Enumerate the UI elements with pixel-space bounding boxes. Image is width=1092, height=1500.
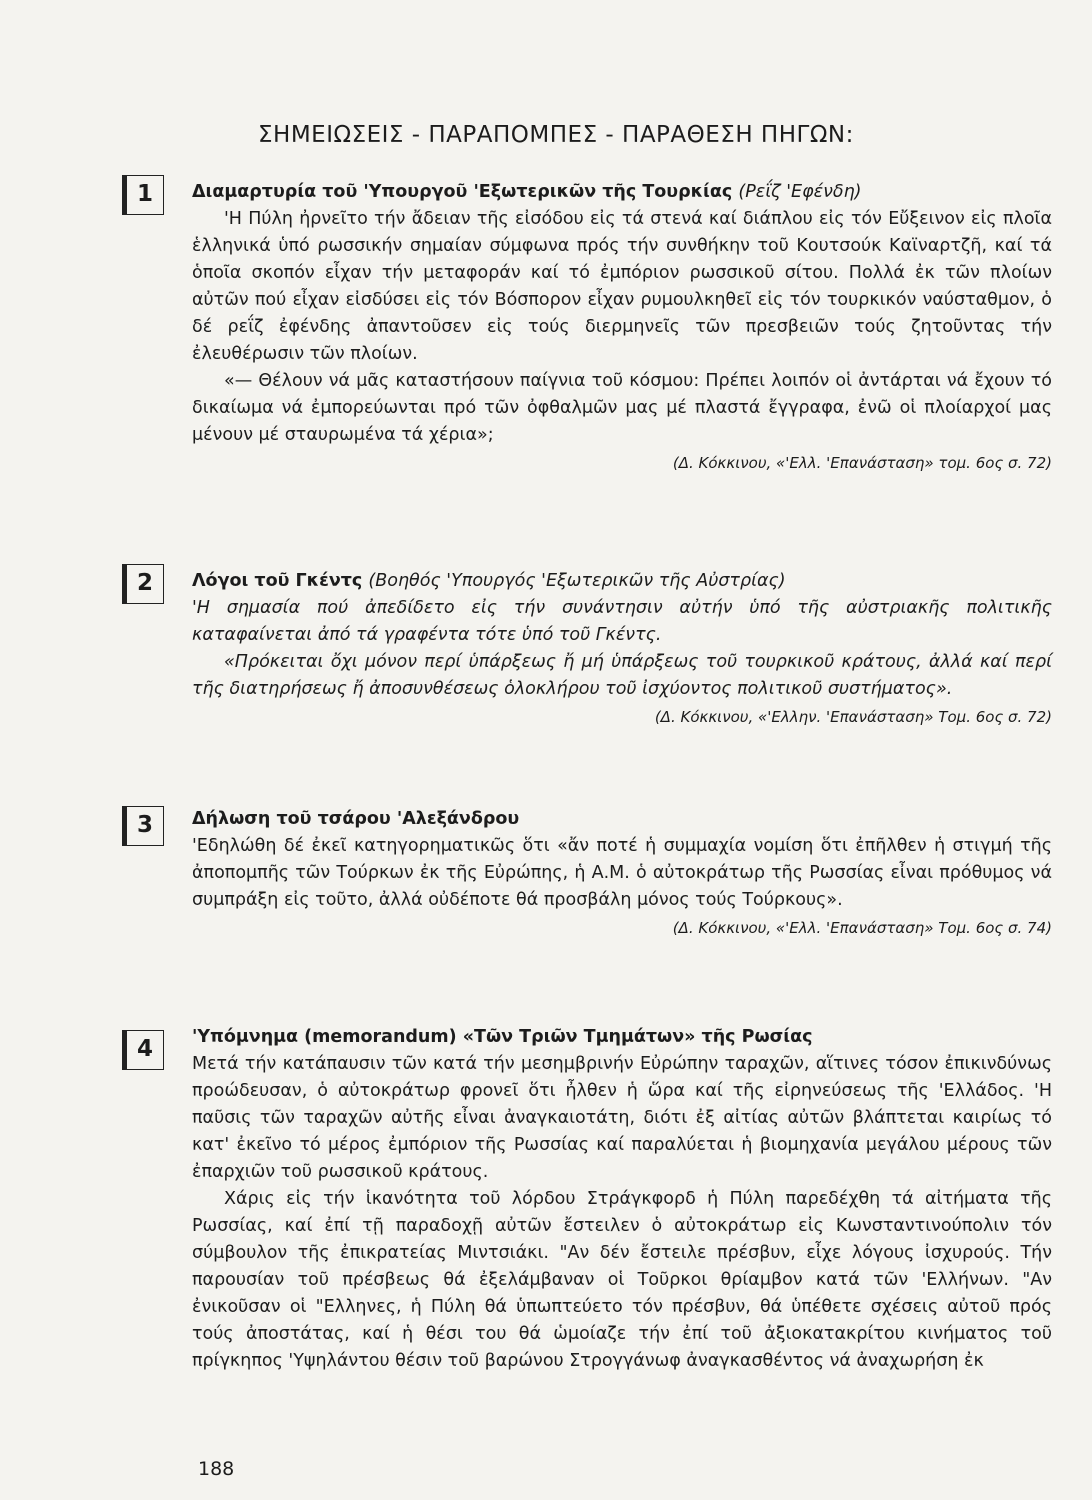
note-heading-bold: Λόγοι τοῦ Γκέντς [192, 571, 363, 591]
note-source: (Δ. Κόκκινου, «'Ελλ. 'Επανάσταση» τομ. 6ος σ. 72) [672, 454, 1052, 472]
note-paragraph: 'Η σημασία πού ἀπεδίδετο εἰς τήν συνάντησιν αὐτήν ὑπό τῆς αὐστριακῆς πολιτικῆς καταφαίνεται ἀπό τά γραφέντα τότε ὑπό τοῦ Γκέντς. [192, 598, 1052, 645]
note-heading-italic: (Βοηθός 'Υπουργός 'Εξωτερικῶν τῆς Αὐστρίας) [368, 571, 786, 591]
note-source: (Δ. Κόκκινου, «'Ελλ. 'Επανάσταση» Τομ. 6ος σ. 74) [672, 919, 1052, 937]
note-paragraph: «Πρόκειται ὄχι μόνον περί ὑπάρξεως ἤ μή ὑπάρξεως τοῦ τουρκικοῦ κράτους, ἀλλά καί περί τῆς διατηρήσεως ἤ ἀποσυνθέσεως ὁλοκλήρου τοῦ ἰσχύοντος πολιτικοῦ συστήματος». [192, 652, 1052, 699]
note-paragraph: Μετά τήν κατάπαυσιν τῶν κατά τήν μεσημβρινήν Εὐρώπην ταραχῶν, αἵτινες τόσον ἐπικινδύνως προώδευσαν, ὁ αὐτοκράτωρ φρονεῖ ὅτι ἦλθεν ἡ ὥρα καί τῆς εἰρηνεύσεως τῆς 'Ελλάδος. 'Η παῦσις τῶν ταραχῶν αὐτῆς εἶναι ἀναγκαιοτάτη, διότι ἐξ αἰτίας αὐτῶν βλάπτεται καιρίως τό κατ' ἐκεῖνο τό μέρος ἐμπόριον τῆς Ρωσσίας καί παραλύεται ἡ βιομηχανία μεγάλου μέρους τῶν ἐπαρχιῶν τοῦ ρωσσικοῦ κράτους. [192, 1054, 1052, 1182]
note-source: (Δ. Κόκκινου, «'Ελλην. 'Επανάσταση» Τομ. 6ος σ. 72) [654, 708, 1052, 726]
note-heading-bold: Διαμαρτυρία τοῦ 'Υπουργοῦ 'Εξωτερικῶν τῆς Τουρκίας [192, 182, 733, 202]
note-number-box: 1 [122, 175, 164, 215]
note-heading-bold: 'Υπόμνημα (memorandum) «Τῶν Τριῶν Τμημάτων» τῆς Ρωσίας [192, 1027, 813, 1047]
note-content [192, 179, 1052, 475]
page-number: 188 [198, 1458, 235, 1480]
note-number-box: 2 [122, 564, 164, 604]
note-content [192, 568, 1052, 729]
note-heading-bold: Δήλωση τοῦ τσάρου 'Αλεξάνδρου [192, 809, 520, 829]
note-number-box: 4 [122, 1030, 164, 1070]
note-heading [192, 568, 1052, 595]
note-heading [192, 806, 1052, 833]
note-heading [192, 1024, 1052, 1051]
page-title: ΣΗΜΕΙΩΣΕΙΣ - ΠΑΡΑΠΟΜΠΕΣ - ΠΑΡΑΘΕΣΗ ΠΗΓΩΝ: [258, 122, 854, 148]
note-paragraph: Χάρις εἰς τήν ἱκανότητα τοῦ λόρδου Στράγκφορδ ἡ Πύλη παρεδέχθη τά αἰτήματα τῆς Ρωσσίας, καί ἐπί τῇ παραδοχῇ αὐτῶν ἔστειλεν ὁ αὐτοκράτωρ εἰς Κωνσταντινούπολιν τόν σύμβουλον τῆς ἐπικρατείας Μιντσιάκι. "Αν δέν ἔστειλε πρέσβυν, εἶχε λόγους ἰσχυρούς. Τήν παρουσίαν τοῦ πρέσβεως θά ἐξελάμβαναν οἱ Τοῦρκοι θρίαμβον κατά τῶν 'Ελλήνων. "Αν ἐνικοῦσαν οἱ "Ελληνες, ἡ Πύλη θά ὑπωπτεύετο τόν πρέσβυν, θά ὑπέθετε σχέσεις αὐτοῦ πρός τούς ἀποστάτας, καί ἡ θέσι του θά ὡμοίαζε τήν ἐπί τοῦ ἀξιοκατακρίτου κινήματος τοῦ πρίγκηπος 'Υψηλάντου θέσιν τοῦ βαρώνου Στρογγάνωφ ἀναγκασθέντος νά ἀναχωρήση ἐκ [192, 1189, 1052, 1371]
note-content [192, 806, 1052, 940]
note-heading-italic: (Ρεΐζ 'Εφένδη) [738, 182, 862, 202]
note-number-box: 3 [122, 806, 164, 846]
note-paragraph: «— Θέλουν νά μᾶς καταστήσουν παίγνια τοῦ κόσμου: Πρέπει λοιπόν οἱ ἀντάρται νά ἔχουν τό δικαίωμα νά ἐμπορεύωνται πρό τῶν ὀφθαλμῶν μας μέ πλαστά ἔγγραφα, ἐνῶ οἱ πλοίαρχοί μας μένουν μέ σταυρωμένα τά χέρια»; [192, 371, 1052, 445]
note-heading [192, 179, 1052, 206]
note-content [192, 1024, 1052, 1375]
note-paragraph: 'Εδηλώθη δέ ἐκεῖ κατηγορηματικῶς ὅτι «ἄν ποτέ ἡ συμμαχία νομίση ὅτι ἐπῆλθεν ἡ στιγμή τῆς ἀποπομπῆς τῶν Τούρκων ἐκ τῆς Εὐρώπης, ἡ Α.Μ. ὁ αὐτοκράτωρ τῆς Ρωσσίας εἶναι πρόθυμος νά συμπράξη εἰς τοῦτο, ἀλλά οὐδέποτε θά προσβάλη μόνος τούς Τούρκους». [192, 836, 1052, 910]
note-paragraph: 'Η Πύλη ἠρνεῖτο τήν ἄδειαν τῆς εἰσόδου εἰς τά στενά καί διάπλου εἰς τόν Εὔξεινον εἰς πλοῖα ἑλληνικά ὑπό ρωσσικήν σημαίαν σύμφωνα πρός τήν συνθήκην τοῦ Κουτσούκ Καϊναρτζῆ, καί τά ὁποῖα σκοπόν εἶχαν τήν μεταφοράν καί τό ἐμπόριον ρωσσικοῦ σίτου. Πολλά ἐκ τῶν πλοίων αὐτῶν πού εἶχαν εἰσδύσει εἰς τόν Βόσπορον εἶχαν ρυμουλκηθεῖ εἰς τόν τουρκικόν ναύσταθμον, ὁ δέ ρεΐζ ἐφένδης ἀπαντοῦσεν εἰς τούς διερμηνεῖς τῶν πρεσβειῶν τούς ζητοῦντας τήν ἐλευθέρωσιν τῶν πλοίων. [192, 209, 1052, 364]
